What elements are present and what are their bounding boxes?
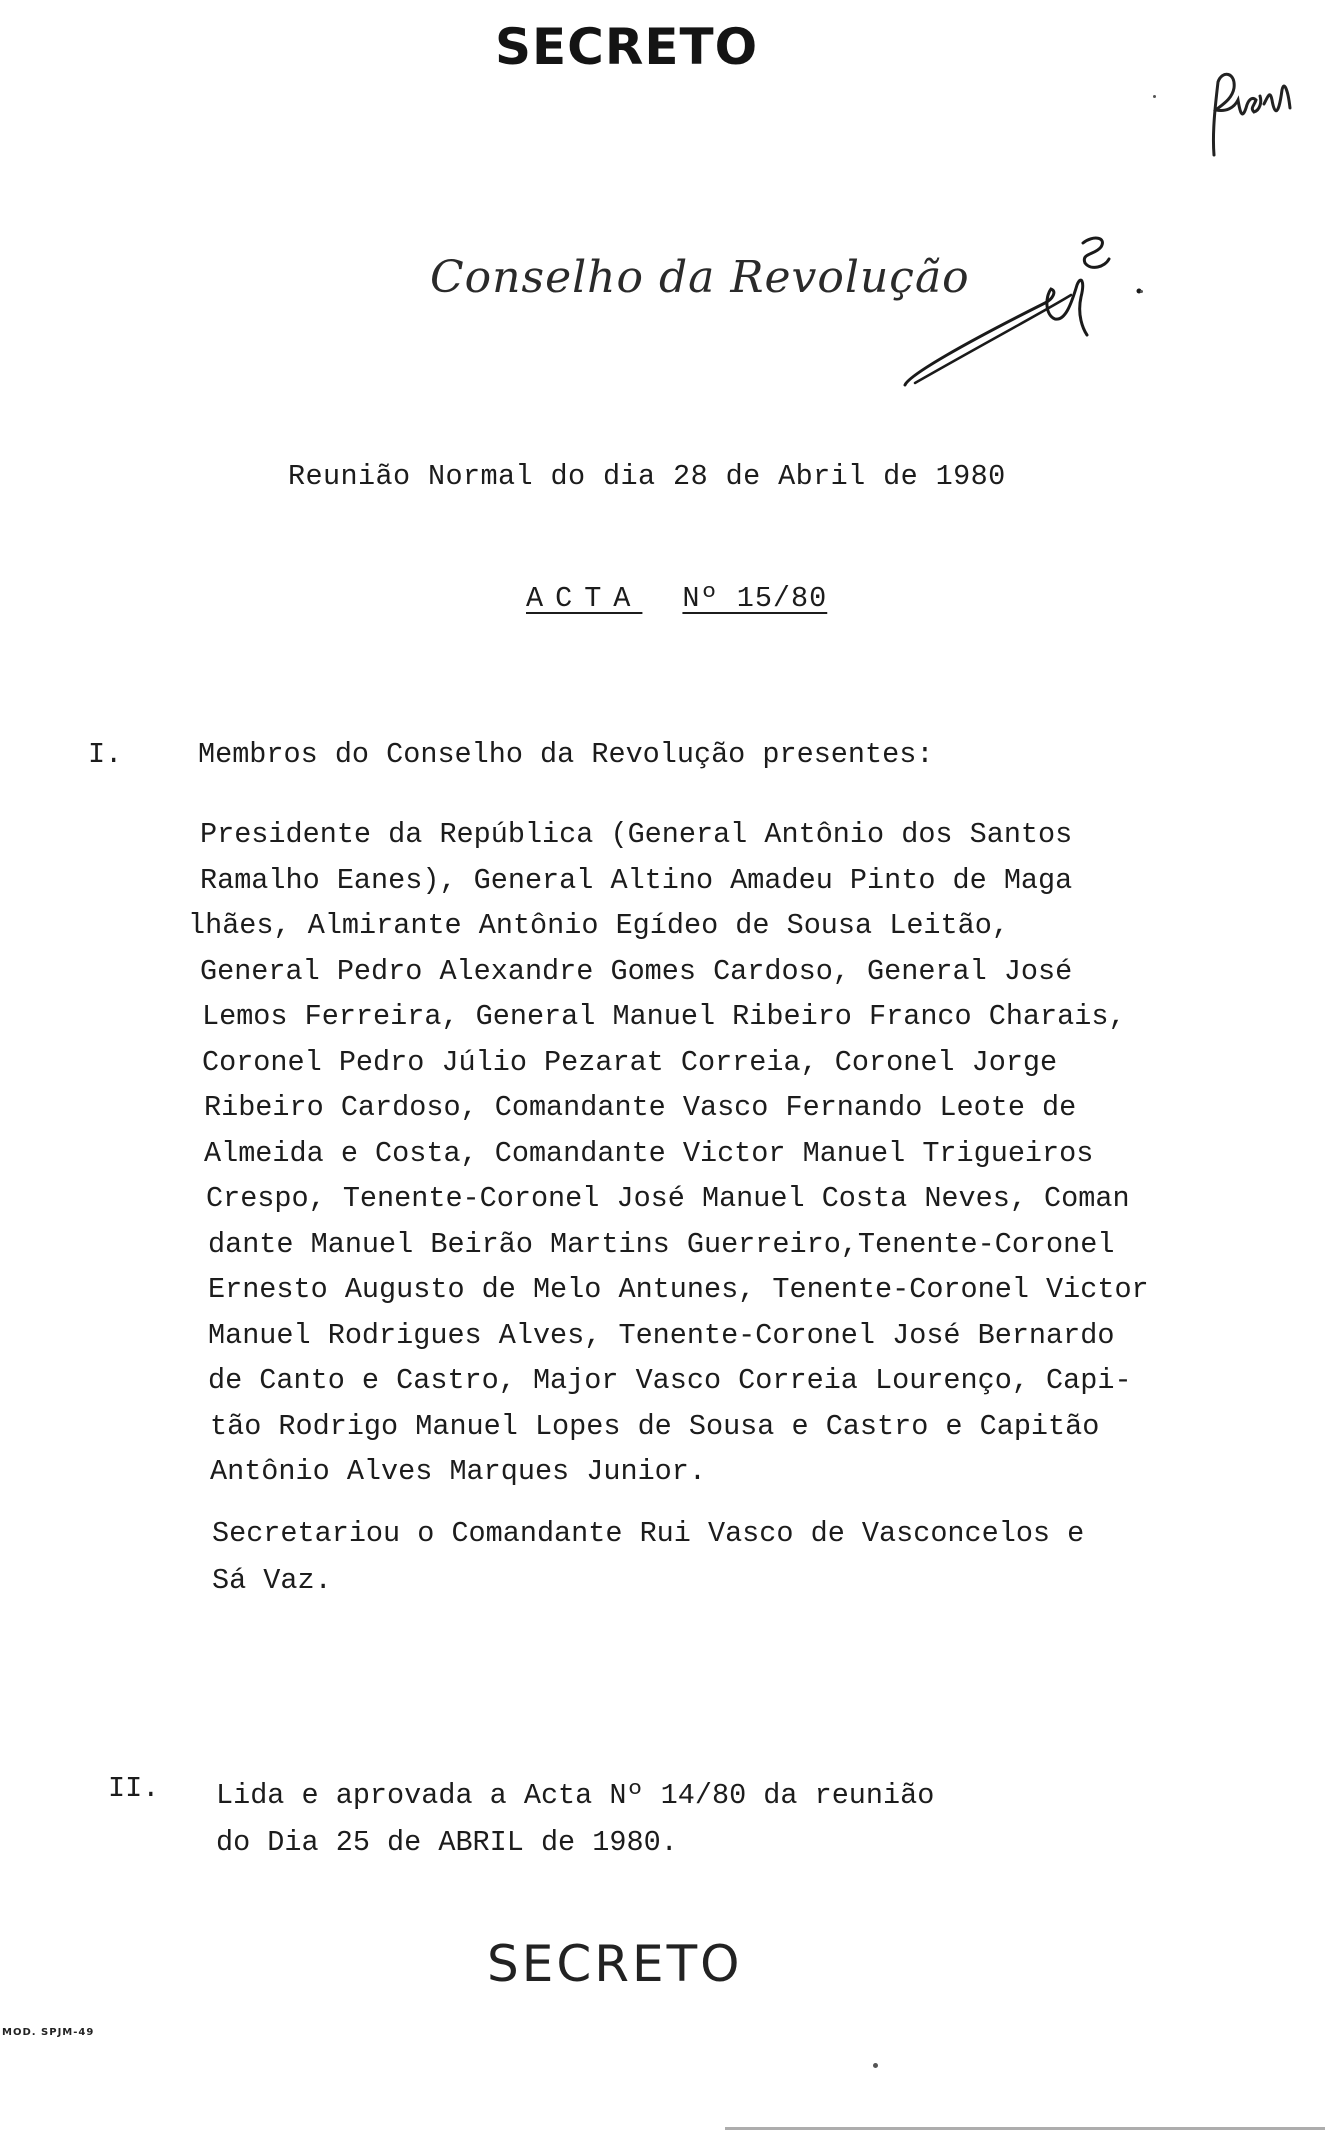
members-line: Coronel Pedro Júlio Pezarat Correia, Coronel Jorge <box>202 1045 1058 1079</box>
secretary-paragraph <box>212 1510 1084 1604</box>
members-line: Lemos Ferreira, General Manuel Ribeiro Franco Charais, <box>202 1000 1126 1033</box>
form-code: MOD. SPJM-49 <box>2 2027 95 2038</box>
members-line: dante Manuel Beirão Martins Guerreiro,Tenente-Coronel <box>208 1227 1115 1261</box>
section-2-number: II. <box>108 1772 160 1805</box>
approval-line: Lida e aprovada a Acta Nº 14/80 da reunião <box>216 1779 935 1812</box>
meeting-date-line: Reunião Normal do dia 28 de Abril de 1980 <box>288 460 1006 493</box>
approval-paragraph <box>216 1772 934 1866</box>
scan-speck <box>873 2063 878 2068</box>
members-line: de Canto e Castro, Major Vasco Correia Lourenço, Capi- <box>208 1364 1132 1397</box>
members-line: Crespo, Tenente-Coronel José Manuel Costa Neves, Coman <box>206 1182 1130 1215</box>
secretary-line: Secretariou o Comandante Rui Vasco de Vasconcelos e <box>212 1517 1085 1550</box>
members-line: Ribeiro Cardoso, Comandante Vasco Fernando Leote de <box>204 1091 1077 1124</box>
handwritten-initials-icon <box>1200 60 1310 170</box>
minutes-title <box>526 582 827 615</box>
scan-edge-line <box>725 2127 1325 2130</box>
members-list <box>188 812 1149 1495</box>
section-1-heading: Membros do Conselho da Revolução presentes: <box>198 738 934 771</box>
members-line: Presidente da República (General Antônio dos Santos <box>200 818 1073 851</box>
minutes-title-word: ACTA <box>526 582 643 615</box>
secretary-line: Sá Vaz. <box>212 1564 332 1597</box>
members-line: Almeida e Costa, Comandante Victor Manuel Trigueiros <box>204 1136 1094 1170</box>
scan-speck <box>1140 290 1143 293</box>
scan-speck <box>1153 95 1156 98</box>
signature-icon <box>895 225 1155 395</box>
council-letterhead: Conselho da Revolução <box>430 252 970 303</box>
classification-stamp-bottom: SECRETO <box>487 1935 743 1993</box>
members-line: General Pedro Alexandre Gomes Cardoso, General José <box>200 954 1073 988</box>
members-line: lhães, Almirante Antônio Egídeo de Sousa Leitão, <box>188 909 1009 942</box>
members-line: Ramalho Eanes), General Altino Amadeu Pinto de Maga <box>200 863 1073 897</box>
section-1-number: I. <box>88 738 123 771</box>
members-line: Ernesto Augusto de Melo Antunes, Tenente-Coronel Victor <box>208 1273 1149 1306</box>
members-line: tão Rodrigo Manuel Lopes de Sousa e Castro e Capitão <box>210 1409 1100 1443</box>
classification-stamp-top: SECRETO <box>495 18 759 76</box>
members-line: Manuel Rodrigues Alves, Tenente-Coronel José Bernardo <box>208 1318 1115 1352</box>
approval-line: do Dia 25 de ABRIL de 1980. <box>216 1826 678 1859</box>
minutes-title-number: Nº 15/80 <box>682 582 828 615</box>
members-line: Antônio Alves Marques Junior. <box>210 1455 706 1488</box>
